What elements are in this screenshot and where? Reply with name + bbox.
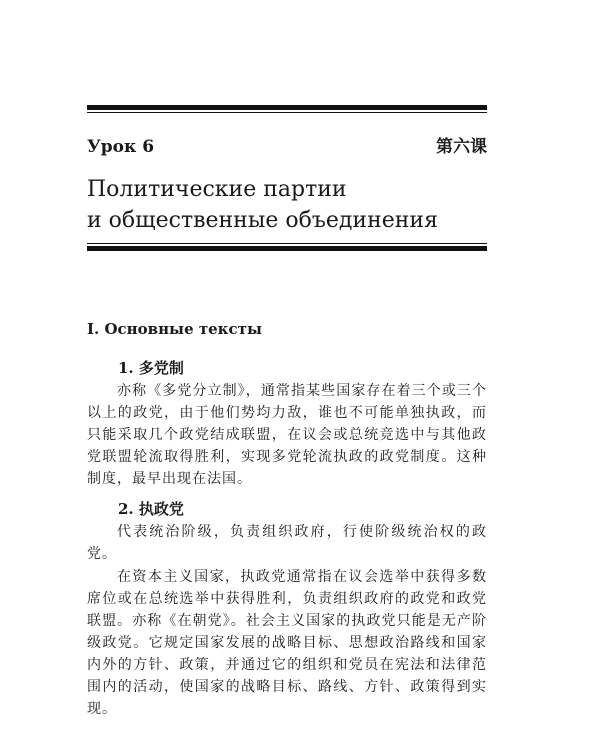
paragraph-ruling-party-details: 在资本主义国家，执政党通常指在议会选举中获得多数席位或在总统选举中获得胜利，负责组织政府的政党和政党联盟。亦称《在朝党》。社会主义国家的执政党只能是无产阶级政党。它规定国家发展的战略目标、思想政治路线和国家内外的方针、政策，并通过它的组织和党员在宪法和法律范围内的活动，使国家的战略目标、路线、方针、政策得到实现。	[87, 569, 487, 717]
header-rule-thin-bottom	[87, 243, 487, 244]
paragraph-ruling-party-definition: 代表统治阶级，负责组织政府，行使阶级统治权的政党。	[87, 524, 487, 562]
lesson-label-chinese: 第六课	[436, 137, 487, 157]
lesson-header	[87, 132, 487, 157]
header-rule-thick-top	[87, 105, 487, 110]
header-rule-thin-top	[87, 112, 487, 113]
item-heading-multiparty: 1. 多党制	[118, 359, 184, 377]
lesson-title-line-1: Политические партии	[87, 177, 347, 202]
lesson-title-line-2: и общественные объединения	[87, 208, 438, 233]
section-heading: I. Основные тексты	[87, 320, 262, 338]
header-rule-thick-bottom	[87, 246, 487, 251]
lesson-label: Урок 6	[87, 137, 155, 157]
lesson-title	[87, 174, 487, 236]
paragraph-multiparty: 亦称《多党分立制》，通常指某些国家存在着三个或三个以上的政党，由于他们势均力敌，谁也不可能单独执政，而只能采取几个政党结成联盟，在议会或总统竞选中与其他政党联盟轮流取得胜利，实现多党轮流执政的政党制度。这种制度，最早出现在法国。	[87, 383, 487, 487]
item-heading-ruling-party: 2. 执政党	[118, 500, 184, 518]
